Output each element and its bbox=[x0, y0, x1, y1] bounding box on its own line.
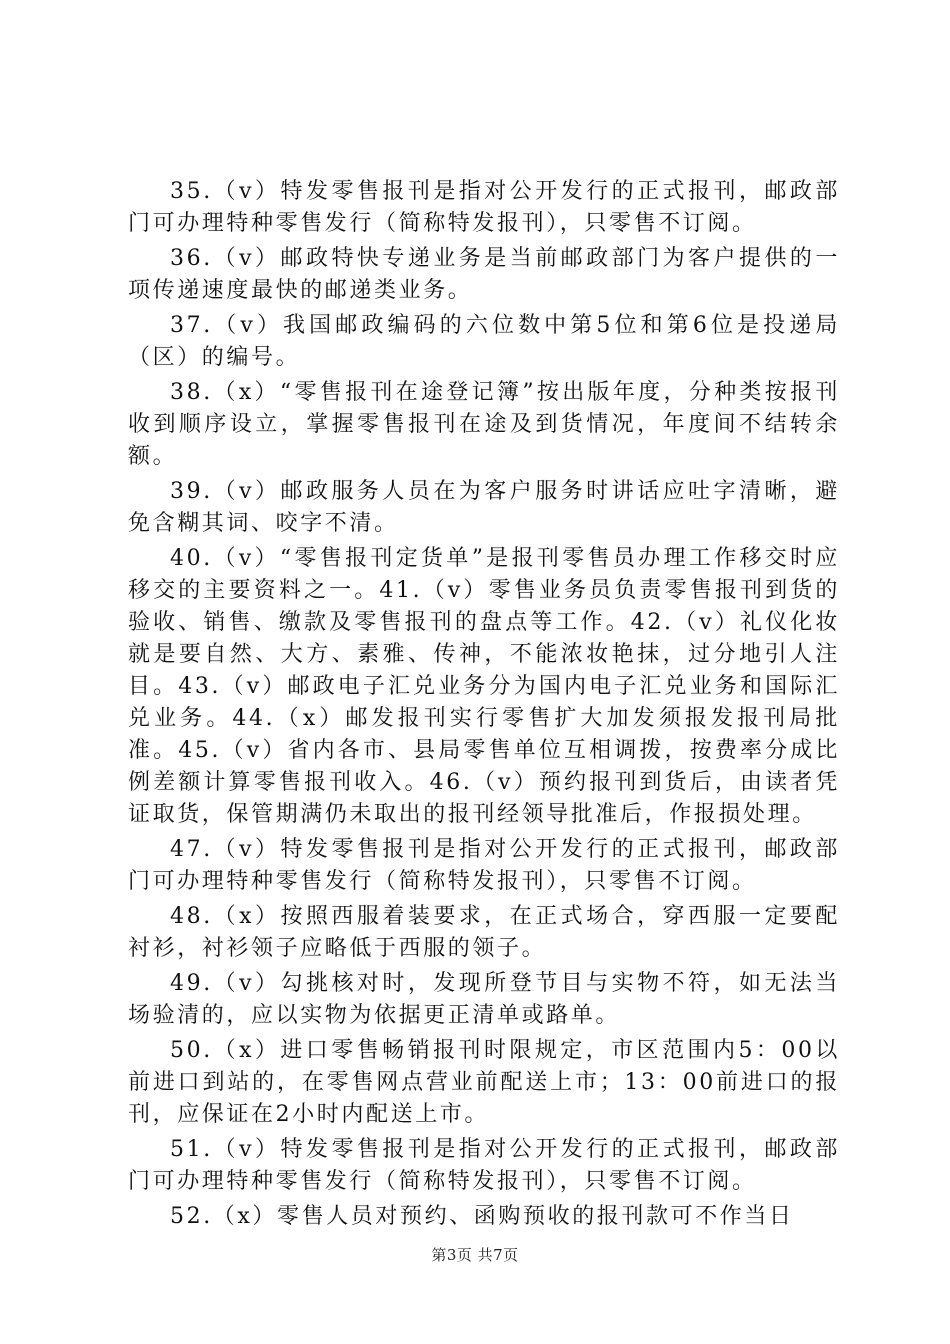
question-paragraph: 52.（x）零售人员对预约、函购预收的报刊款可不作当日 bbox=[170, 1204, 794, 1229]
question-paragraph: 48.（x）按照西服着装要求，在正式场合，穿西服一定要配衬衫，衬衫领子应略低于西服的领子。 bbox=[128, 904, 840, 961]
question-paragraph: 35.（v）特发零售报刊是指对公开发行的正式报刊，邮政部门可办理特种零售发行（简称特发报刊），只零售不订阅。 bbox=[128, 179, 840, 236]
document-body bbox=[128, 176, 840, 1233]
question-paragraph: 51.（v）特发零售报刊是指对公开发行的正式报刊，邮政部门可办理特种零售发行（简称特发报刊），只零售不订阅。 bbox=[128, 1137, 840, 1194]
question-paragraph: 49.（v）勾挑核对时，发现所登节目与实物不符，如无法当场验清的，应以实物为依据更正清单或路单。 bbox=[128, 971, 840, 1028]
question-paragraph: 37.（v）我国邮政编码的六位数中第5位和第6位是投递局（区）的编号。 bbox=[128, 313, 840, 370]
question-paragraph: 36.（v）邮政特快专递业务是当前邮政部门为客户提供的一项传递速度最快的邮递类业务。 bbox=[128, 246, 840, 303]
question-paragraph: 39.（v）邮政服务人员在为客户服务时讲话应吐字清晰，避免含糊其词、咬字不清。 bbox=[128, 479, 840, 536]
question-paragraph: 38.（x）“零售报刊在途登记簿”按出版年度，分种类按报刊收到顺序设立，掌握零售报刊在途及到货情况，年度间不结转余额。 bbox=[128, 380, 840, 469]
question-paragraph: 47.（v）特发零售报刊是指对公开发行的正式报刊，邮政部门可办理特种零售发行（简称特发报刊），只零售不订阅。 bbox=[128, 837, 840, 894]
question-paragraph: 40.（v）“零售报刊定货单”是报刊零售员办理工作移交时应移交的主要资料之一。41.（v）零售业务员负责零售报刊到货的验收、销售、缴款及零售报刊的盘点等工作。42.（v）礼仪化妆就是要自然、大方、素雅、传神，不能浓妆艳抹，过分地引人注目。43.（v）邮政电子汇兑业务分为国内电子汇兑业务和国际汇兑业务。44.（x）邮发报刊实行零售扩大加发须报发报刊局批准。45.（v）省内各市、县局零售单位互相调拨，按费率分成比例差额计算零售报刊收入。46.（v）预约报刊到货后，由读者凭证取货，保管期满仍未取出的报刊经领导批准后，作报损处理。 bbox=[128, 546, 840, 827]
question-paragraph: 50.（x）进口零售畅销报刊时限规定，市区范围内5：00以前进口到站的，在零售网点营业前配送上市；13：00前进口的报刊，应保证在2小时内配送上市。 bbox=[128, 1038, 840, 1127]
page-number-footer: 第3页 共7页 bbox=[431, 1246, 519, 1264]
